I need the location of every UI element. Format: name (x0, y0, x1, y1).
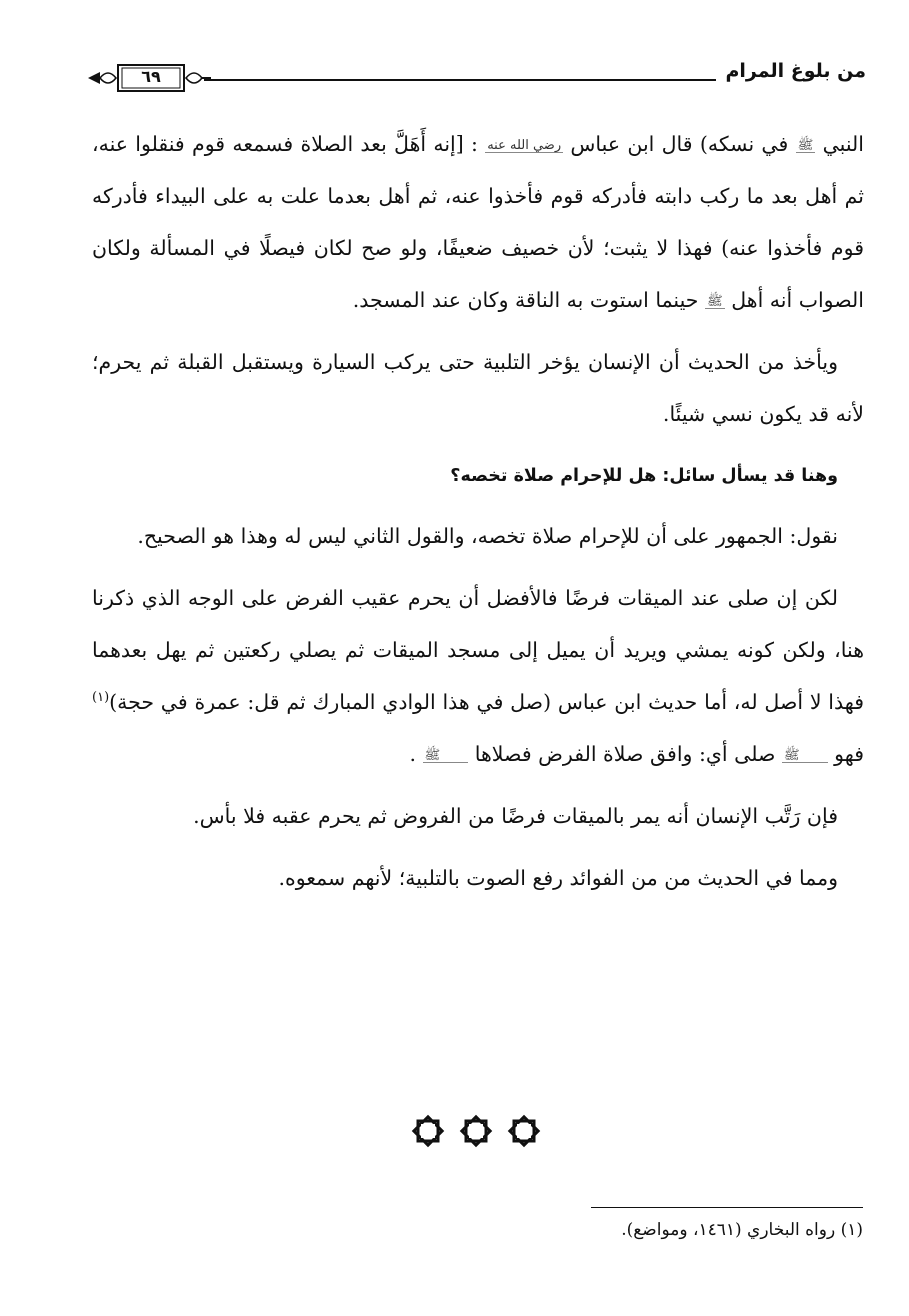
text-run: فهو (827, 742, 864, 766)
paragraph: ومما في الحديث من من الفوائد رفع الصوت بالتلبية؛ لأنهم سمعوه. (278, 866, 838, 890)
honorific-mark: ﷺ (423, 749, 469, 763)
paragraph: فإن رَتَّب الإنسان أنه يمر بالميقات فرضًا من الفروض ثم يحرم عقبه فلا بأس. (193, 804, 838, 828)
paragraph: نقول: الجمهور على أن للإحرام صلاة تخصه، والقول الثاني ليس له وهذا هو الصحيح. (137, 524, 838, 548)
honorific-mark: ﷺ (782, 749, 828, 763)
text-run: . (409, 742, 423, 766)
header-rule (204, 79, 716, 81)
honorific-ra-mark: رضي الله عنه (487, 137, 562, 153)
text-run: حينما استوت به الناقة وكان عند المسجد. (352, 288, 705, 312)
octagram-star-icon (411, 1114, 445, 1148)
body-text (92, 118, 864, 914)
text-run: النبي (815, 132, 864, 156)
running-title: من بلوغ المرام (725, 60, 866, 82)
text-run: صلى أي: وافق صلاة الفرض فصلاها (468, 742, 782, 766)
page-header (86, 58, 866, 98)
section-question: وهنا قد يسأل سائل: هل للإحرام صلاة تخصه؟ (450, 466, 838, 486)
footnote: (١) رواه البخاري (١٤٦١، ومواضع). (621, 1220, 863, 1240)
paragraph (92, 572, 864, 780)
text-run: : [إنه أَهَلَّ بعد الصلاة فسمعه قوم فنقلوا عنه، ثم أهل بعد ما ركب دابته فأدركه قوم فأخذوا عنه، ثم أهل بعدما علت به على البيداء فأدركه قوم فأخذوا عنه) فهذا لا يثبت؛ لأن خصيف ضعيفًا، ولو صح لكان فيصلًا في المسألة ولكان الصواب أنه أهل (92, 132, 864, 312)
honorific-mark: ﷺ (707, 293, 723, 309)
text-run: لكن إن صلى عند الميقات فرضًا فالأفضل أن يحرم عقيب الفرض على الوجه الذي ذكرنا هنا، ولكن كونه يمشي ويريد أن يميل إلى مسجد الميقات ثم يصلي ركعتين ثم يهل بعدهما فهذا لا أصل له، أما حديث ابن عباس (صل في هذا الوادي المبارك ثم قل: عمرة في حجة) (92, 586, 864, 714)
page-number: ٦٩ (141, 67, 161, 86)
paragraph: ويأخذ من الحديث أن الإنسان يؤخر التلبية حتى يركب السيارة ويستقبل القبلة ثم يحرم؛ لأنه قد يكون نسي شيئًا. (92, 350, 864, 426)
octagram-star-icon (507, 1114, 541, 1148)
footnote-rule (591, 1207, 863, 1208)
footnote-reference[interactable]: (١) (92, 690, 110, 706)
paragraph (92, 118, 864, 326)
honorific-mark: ﷺ (797, 137, 814, 153)
section-separator (411, 1114, 541, 1154)
octagram-star-icon (459, 1114, 493, 1148)
text-run: في نسكه) قال ابن عباس (563, 132, 796, 156)
